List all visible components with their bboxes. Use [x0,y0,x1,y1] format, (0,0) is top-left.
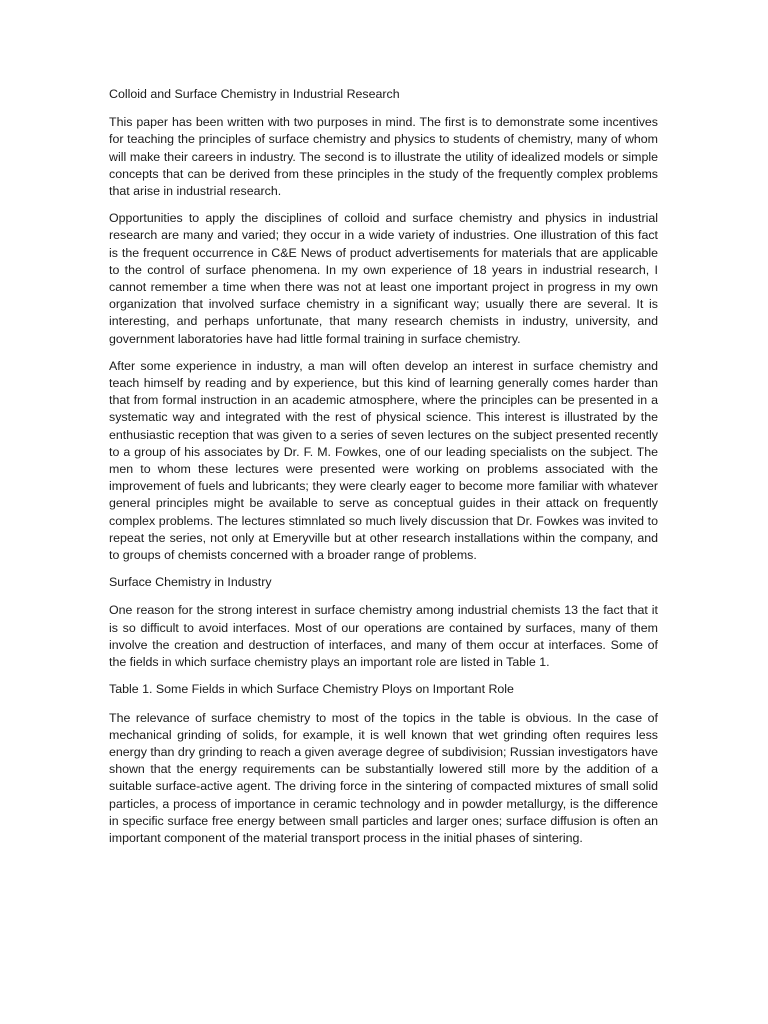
table-caption: Table 1. Some Fields in which Surface Chemistry Ploys on Important Role [109,682,514,697]
intro-paragraph-3: After some experience in industry, a man will often develop an interest in surface chemistry and teach himself by reading and by experience, but this kind of learning generally comes harder than that from formal instruction in an academic atmosphere, where the principles can be presented in a systematic way and integrated with the rest of physical science. This interest is illustrated by the enthusiastic reception that was given to a series of seven lectures on the subject presented recently to a group of his associates by Dr. F. M. Fowkes, one of our leading specialists on the subject. The men to whom these lectures were presented were working on problems associated with the improvement of fuels and lubricants; they were clearly eager to become more familiar with whatever general principles might be available to serve as conceptual guides in their attack on frequently complex problems. The lectures stimnlated so much lively discussion that Dr. Fowkes was invited to repeat the series, not only at Emeryville but at other research installations within the company, and to groups of chemists concerned with a broader range of problems. [109,358,658,563]
document-body [109,86,658,857]
intro-paragraph-1: This paper has been written with two purposes in mind. The first is to demonstrate some incentives for teaching the principles of surface chemistry and physics to students of chemistry, many of whom will make their careers in industry. The second is to illustrate the utility of idealized models or simple concepts that can be derived from these principles in the study of the frequently complex problems that arise in industrial research. [109,115,658,199]
section-paragraph: One reason for the strong interest in surface chemistry among industrial chemists 13 the fact that it is so difficult to avoid interfaces. Most of our operations are contained by surfaces, many of them involve the creation and destruction of interfaces, and many of them occur at interfaces. Some of the fields in which surface chemistry plays an important role are listed in Table 1. [109,603,658,670]
document-title: Colloid and Surface Chemistry in Industrial Research [109,87,400,101]
closing-paragraph: The relevance of surface chemistry to most of the topics in the table is obvious. In the case of mechanical grinding of solids, for example, it is well known that wet grinding often requires less energy than dry grinding to reach a given average degree of subdivision; Russian investigators have shown that the energy requirements can be substantially lowered still more by the addition of a suitable surface-active agent. The driving force in the sintering of compacted mixtures of small solid particles, a process of importance in ceramic technology and in powder metallurgy, is the difference in specific surface free energy between small particles and larger ones; surface diffusion is often an important component of the material transport process in the initial phases of sintering. [109,710,658,845]
intro-paragraph-2: Opportunities to apply the disciplines of colloid and surface chemistry and physics in industrial research are many and varied; they occur in a wide variety of industries. One illustration of this fact is the frequent occurrence in C&E News of product advertisements for materials that are applicable to the control of surface phenomena. In my own experience of 18 years in industrial research, I cannot remember a time when there was not at least one important project in progress in my own organization that involved surface chemistry in a significant way; usually there are several. It is interesting, and perhaps unfortunate, that many research chemists in industry, university, and government laboratories have had little formal training in surface chemistry. [109,211,658,346]
section-heading: Surface Chemistry in Industry [109,575,272,590]
